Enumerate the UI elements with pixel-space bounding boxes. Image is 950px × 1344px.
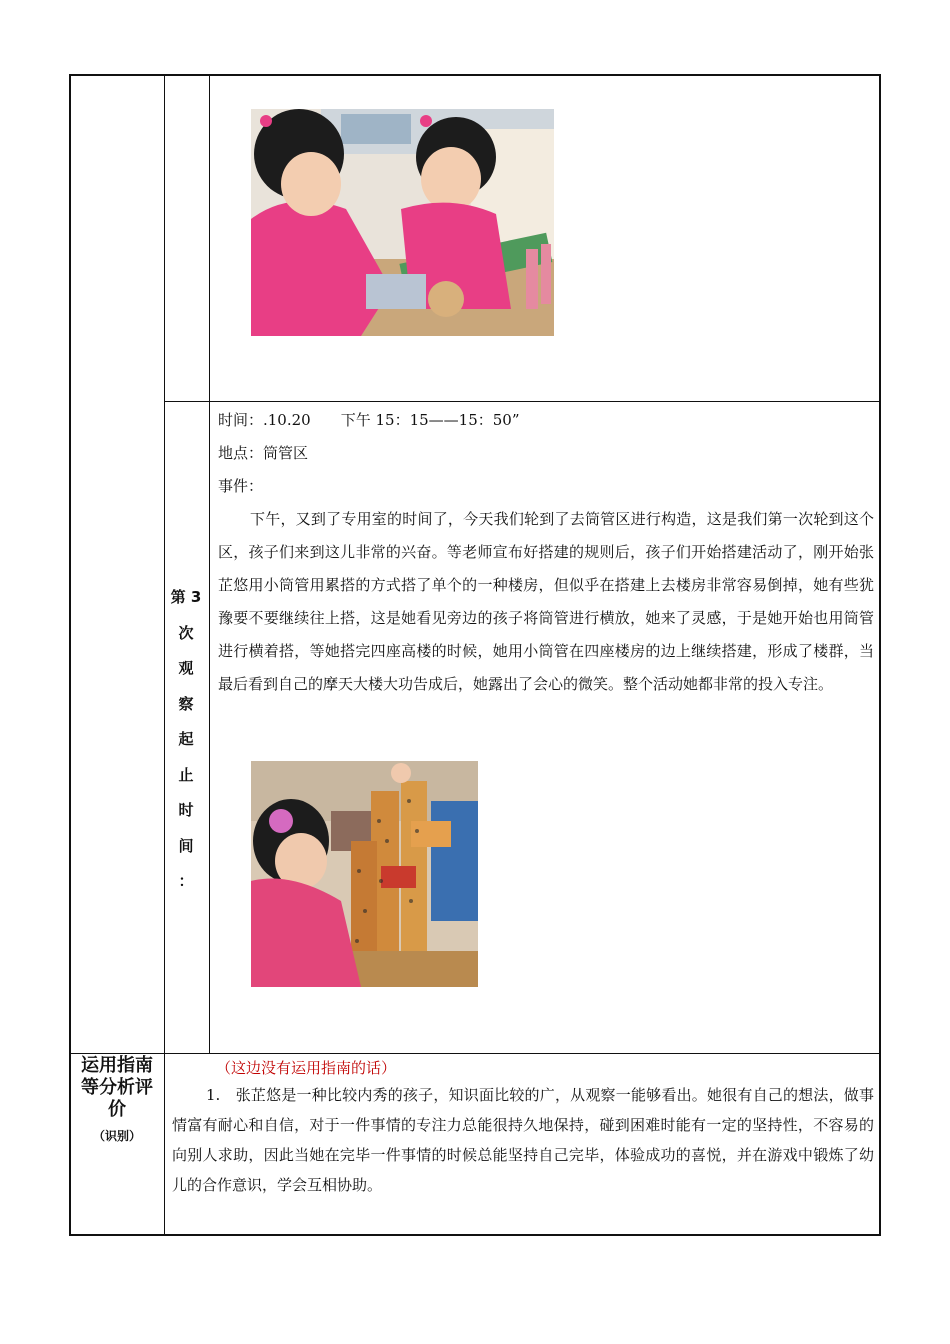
column-divider-2 xyxy=(209,75,210,1053)
photo-two-girls xyxy=(251,109,554,336)
observation-event-label: 事件： xyxy=(218,477,264,495)
observation-place: 地点：筒管区 xyxy=(218,444,309,462)
observation-paragraph: 下午，又到了专用室的时间了，今天我们轮到了去筒管区进行构造，这是我们第一次轮到这个区，孩子们来到这儿非常的兴奋。等老师宣布好搭建的规则后，孩子们开始搭建活动了，刚开始张芷悠用小筒管用累搭的方式搭了单个的一种楼房，但似乎在搭建上去楼房非常容易倒掉，她有些犹豫要不要继续往上搭，这是她看见旁边的孩子将筒管进行横放，她来了灵感，于是她开始也用筒管进行横着搭，等她搭完四座高楼的时候，她用小筒管在四座楼房的边上继续搭建，形成了楼群，当最后看到自己的摩天大楼大功告成后，她露出了会心的微笑。整个活动她都非常的投入专注。 xyxy=(218,510,874,693)
observation-vertical-label xyxy=(166,580,206,900)
vlabel-char: 止 xyxy=(178,765,194,784)
vlabel-char: 起 xyxy=(178,730,194,748)
vlabel-char: 次 xyxy=(178,623,194,642)
observation-text xyxy=(218,404,874,701)
vlabel-char: 间 xyxy=(178,836,194,855)
observation-time: 时间：.10.20 下午 15：15——15：50” xyxy=(218,411,520,429)
evaluation-label-sub: （识别） xyxy=(92,1129,141,1143)
row-divider-1 xyxy=(164,401,880,402)
evaluation-label xyxy=(72,1055,162,1147)
column-divider-1 xyxy=(164,75,165,1235)
vlabel-char: ： xyxy=(178,872,194,890)
vlabel-char: 时 xyxy=(178,801,194,819)
vlabel-char: 第 3 xyxy=(170,588,202,606)
evaluation-note: （这边没有运用指南的话） xyxy=(216,1059,397,1077)
evaluation-paragraph: 1. 张芷悠是一种比较内秀的孩子，知识面比较的广，从观察一能够看出。她很有自己的想法，做事情富有耐心和自信，对于一件事情的专注力总能很持久地保持，碰到困难时能有一定的坚持性，不容易的向别人求助，因此当她在完毕一件事情的时候总能坚持自己完毕，体验成功的喜悦，并在游戏中锻炼了幼儿的合作意识，学会互相协助。 xyxy=(172,1086,874,1194)
row-divider-2 xyxy=(70,1053,880,1054)
evaluation-label-line: 价 xyxy=(108,1099,126,1120)
evaluation-label-line: 等分析评 xyxy=(81,1077,153,1098)
vlabel-char: 察 xyxy=(178,694,194,713)
vlabel-char: 观 xyxy=(178,659,194,677)
evaluation-text xyxy=(172,1056,874,1200)
photo-tube-towers xyxy=(251,761,478,987)
evaluation-label-line: 运用指南 xyxy=(81,1055,153,1076)
